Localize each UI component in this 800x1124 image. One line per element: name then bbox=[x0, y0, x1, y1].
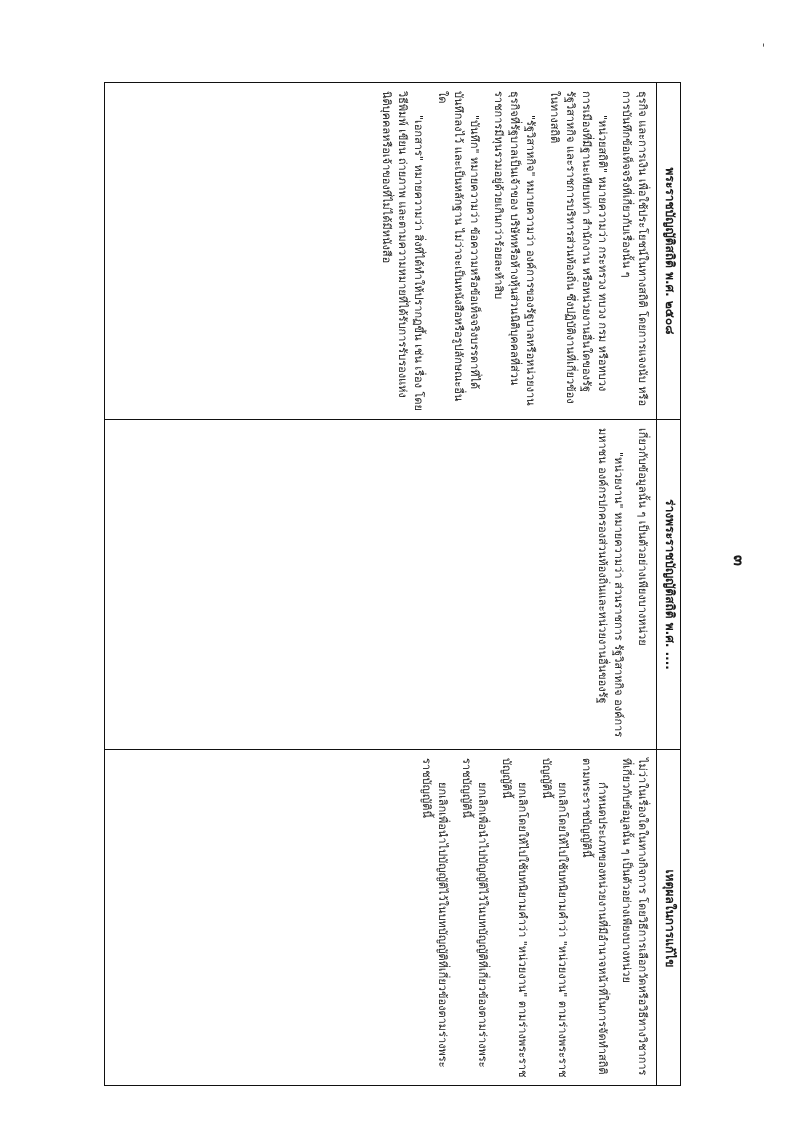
header-current-act: พระราชบัญญัติสถิติ พ.ศ. ๒๕๐๘ bbox=[657, 83, 681, 420]
current-act-column bbox=[105, 83, 656, 420]
current-act-paragraph: "บันทึก" หมายความว่า ข้อความหรือข้อเท็จจริงบรรดาที่ได้บันทึกลงไว้ และเป็นหลักฐาน ไม่ว่าจะเป็นหนังสือหรือรูปลักษณะอื่นใด bbox=[436, 91, 481, 402]
draft-act-column bbox=[105, 420, 656, 750]
current-act-paragraph: "รัฐวิสาหกิจ" หมายความว่า องค์การของรัฐบาลหรือหน่วยงานธุรกิจที่รัฐบาลเป็นเจ้าของ บริษัทหรือห้างหุ้นส่วนนิติบุคคลที่ส่วนราชการมีทุนรวมอยู่ด้วยเกินกว่าร้อยละห้าสิบ bbox=[492, 91, 537, 406]
current-act-paragraph: "หน่วยสถิติ" หมายความว่า กระทรวง ทบวง กรม หรือทบวงการเมืองที่มีฐานะเทียบเท่า สำนักงาน หรือหน่วยงานอื่นใดของรัฐ รัฐวิสาหกิจ และราชการบริหารส่วนท้องถิ่น ซึ่งปฏิบัติงานที่เกี่ยวข้องในทางสถิติ bbox=[548, 91, 609, 404]
reasons-column bbox=[105, 750, 656, 1086]
draft-act-paragraph: เกี่ยวกับข้อมูลนั้น ๆ เป็นตัวอย่างเพียงบางหน่วย bbox=[636, 428, 649, 646]
reason-paragraph: กำหนดประเภทของหน่วยงานที่มีอำนาจหน้าที่ในการจัดทำสถิติตามพระราชบัญญัตินี้ bbox=[580, 758, 609, 1075]
draft-act-paragraph: "หน่วยงาน" หมายความว่า ส่วนราชการ รัฐวิสาหกิจ องค์การมหาชน องค์กรปกครองส่วนท้องถิ่นและหน่วยงานอื่นของรัฐ bbox=[596, 428, 625, 738]
current-act-paragraph: "เอกสาร" หมายความว่า สิ่งที่ได้ทำให้ปรากฏขึ้น เช่น เรื่อง โดยวิธีพิมพ์ เขียน ถ่ายภาพ และตามความหมายที่ได้รับการรับรองแห่งนิติบุคคลหรือเจ้าของที่ไม่ได้มีหนังสือ bbox=[380, 91, 425, 411]
reason-paragraph: ยกเลิกโดยให้ไปใช้บทนิยามคำว่า "หน่วยงาน" ตามร่างพระราชบัญญัตินี้ bbox=[540, 758, 569, 1078]
comparison-table bbox=[104, 82, 681, 1086]
reason-paragraph: ยกเลิกเพื่อนำไปบัญญัติไว้ในบทบัญญัติที่เกี่ยวข้องตามร่างพระราชบัญญัตินี้ bbox=[420, 758, 449, 1068]
page-number: ๓ bbox=[729, 555, 749, 566]
header-reasons: เหตุผลในการแก้ไข bbox=[663, 869, 677, 968]
reason-paragraph: ไม่ว่าในเรื่องใดในทางกิจการ โดยวิธีการเลือกวัดหรือวิธีทางวิชาการที่เกี่ยวกับข้อมูลนั้น ๆ เป็นตัวอย่างเพียงบางหน่วย bbox=[620, 758, 649, 1076]
reason-paragraph: ยกเลิกเพื่อนำไปบัญญัติไว้ในบทบัญญัติที่เกี่ยวข้องตามร่างพระราชบัญญัตินี้ bbox=[460, 758, 489, 1068]
current-act-paragraph: ธุรกิจ และการเงิน เพื่อใช้ประโยชน์ในทางสถิติ โดยการแจงนับ หรือการบันทึกข้อเท็จจริงที่เกี่ยวกับเรื่องนั้น ๆ bbox=[620, 91, 649, 407]
table-header-row bbox=[656, 83, 681, 1086]
header-draft-act: ร่างพระราชบัญญัติสถิติ พ.ศ. .... bbox=[657, 420, 681, 750]
table-body-row bbox=[105, 83, 656, 1086]
reason-paragraph: ยกเลิกโดยให้ไปใช้บทนิยามคำว่า "หน่วยงาน" ตามร่างพระราชบัญญัตินี้ bbox=[500, 758, 529, 1078]
corner-mark: - bbox=[757, 42, 772, 48]
